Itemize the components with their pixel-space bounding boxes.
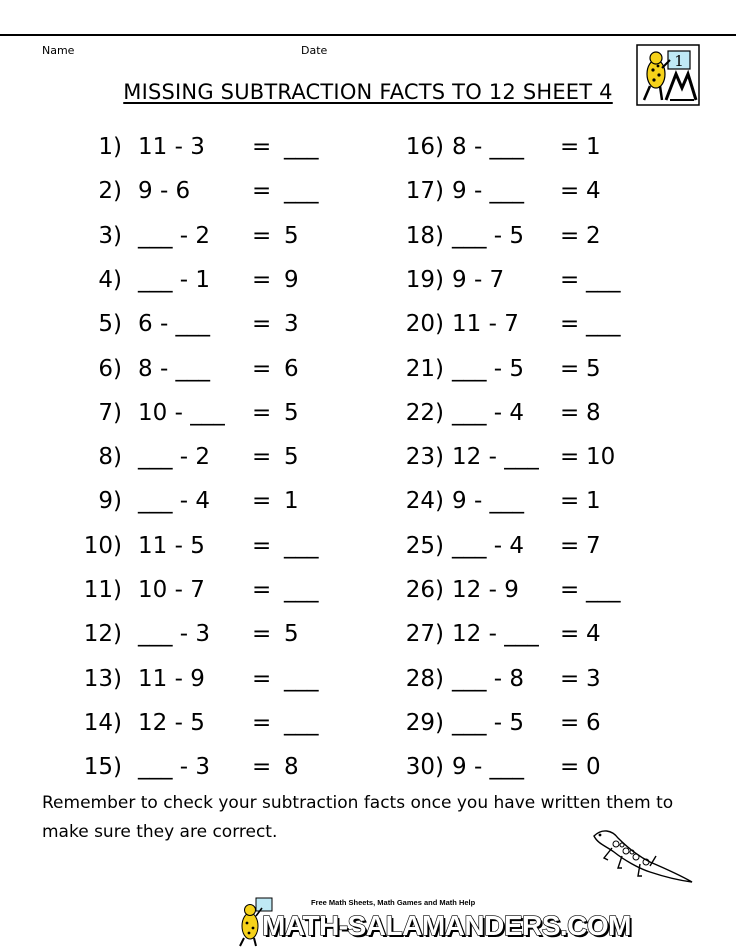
problem-result: ___: [284, 665, 319, 692]
problem-result: 5: [586, 355, 601, 382]
problem-result: 1: [586, 488, 601, 515]
problem-row: [0, 481, 736, 521]
problem-expression: 8 - ___: [452, 134, 525, 160]
problem-equals: =: [252, 178, 272, 205]
problem-expression: ___ - 5: [452, 355, 525, 382]
problem-expression: 9 - ___: [452, 754, 525, 781]
problem-number: 30): [405, 754, 444, 781]
problem-expression: ___ - 1: [138, 266, 211, 293]
problem-number: 10): [83, 532, 122, 559]
problem-equals: =: [560, 311, 580, 338]
problem-expression: 11 - 3: [138, 134, 205, 160]
problem-number: 27): [405, 621, 444, 648]
problem-result: 3: [284, 311, 299, 338]
problem-number: 9): [98, 488, 122, 515]
problem-row: [0, 614, 736, 654]
problem-number: 7): [98, 399, 122, 426]
problem-number: 20): [405, 311, 444, 338]
problem-row: [0, 171, 736, 211]
problem-result: 1: [284, 488, 299, 515]
problem-result: 0: [586, 754, 601, 781]
problem-row: [0, 127, 736, 167]
problem-expression: 12 - ___: [452, 621, 539, 648]
problem-result: ___: [284, 577, 319, 603]
problem-equals: =: [560, 488, 580, 515]
problem-equals: =: [560, 178, 580, 205]
problem-row: [0, 570, 736, 610]
problem-row: [0, 349, 736, 389]
problem-equals: =: [252, 355, 272, 382]
problem-equals: =: [252, 621, 272, 648]
problem-equals: =: [252, 532, 272, 559]
footer-tagline: Free Math Sheets, Math Games and Math Help: [311, 898, 476, 907]
logo-digit: 1: [674, 52, 684, 70]
problem-result: 4: [586, 178, 601, 205]
problem-expression: 11 - 9: [138, 665, 205, 692]
problem-equals: =: [252, 311, 272, 338]
problem-number: 17): [405, 178, 444, 205]
problem-result: ___: [586, 311, 621, 338]
problem-number: 13): [83, 665, 122, 692]
problem-expression: 9 - ___: [452, 488, 525, 515]
problem-result: 10: [586, 444, 616, 471]
problem-row: [0, 703, 736, 743]
problem-expression: ___ - 4: [452, 532, 525, 559]
instruction-note: Remember to check your subtraction facts once you have written them to make sure they are correct.: [42, 793, 674, 842]
problem-equals: =: [560, 399, 580, 426]
problem-expression: 10 - 7: [138, 577, 205, 603]
problem-equals: =: [252, 709, 272, 736]
problem-expression: 12 - 9: [452, 577, 519, 603]
problem-expression: 9 - 7: [452, 266, 505, 293]
problem-result: ___: [586, 577, 621, 603]
problem-equals: =: [252, 444, 272, 471]
problem-result: 8: [284, 754, 299, 781]
problem-equals: =: [252, 754, 272, 781]
problem-result: 3: [586, 665, 601, 692]
problem-expression: 11 - 7: [452, 311, 519, 338]
problem-equals: =: [560, 444, 580, 471]
problem-number: 21): [405, 355, 444, 382]
problem-row: [0, 216, 736, 256]
problem-expression: ___ - 3: [138, 621, 211, 648]
problem-equals: =: [252, 399, 272, 426]
problem-expression: 9 - ___: [452, 178, 525, 205]
problem-expression: 6 - ___: [138, 311, 211, 338]
problem-equals: =: [560, 709, 580, 736]
problem-equals: =: [252, 577, 272, 603]
problem-number: 15): [83, 754, 122, 781]
problem-result: 5: [284, 621, 299, 648]
problem-expression: 12 - 5: [138, 709, 205, 736]
problem-equals: =: [560, 665, 580, 692]
problem-number: 24): [405, 488, 444, 515]
problem-number: 8): [98, 444, 122, 471]
problem-expression: 10 - ___: [138, 399, 225, 426]
problem-number: 16): [405, 134, 444, 160]
problem-number: 29): [405, 709, 444, 736]
name-label: Name: [42, 44, 75, 57]
problem-number: 12): [83, 621, 122, 648]
problem-number: 11): [83, 577, 122, 603]
problem-equals: =: [560, 355, 580, 382]
problem-expression: ___ - 3: [138, 754, 211, 781]
problem-equals: =: [252, 665, 272, 692]
date-label: Date: [301, 44, 328, 57]
problem-equals: =: [252, 266, 272, 293]
problem-result: 6: [284, 355, 299, 382]
problem-number: 3): [98, 222, 122, 249]
problem-number: 23): [405, 444, 444, 471]
problem-result: ___: [284, 709, 319, 736]
salamander-illustration: [588, 826, 698, 888]
problem-row: [0, 304, 736, 344]
problem-row: [0, 260, 736, 300]
problem-number: 6): [98, 355, 122, 382]
problem-expression: ___ - 2: [138, 222, 211, 249]
problem-equals: =: [252, 222, 272, 249]
problem-result: ___: [284, 134, 319, 160]
problem-expression: 8 - ___: [138, 355, 211, 382]
problem-result: 5: [284, 444, 299, 471]
problem-row: [0, 437, 736, 477]
problem-equals: =: [560, 621, 580, 648]
problem-row: [0, 747, 736, 787]
problem-expression: 11 - 5: [138, 532, 205, 559]
problem-number: 1): [98, 134, 122, 160]
problem-equals: =: [560, 754, 580, 781]
problem-equals: =: [252, 134, 272, 160]
problem-equals: =: [560, 577, 580, 603]
problem-result: 6: [586, 709, 601, 736]
problem-number: 28): [405, 665, 444, 692]
problem-equals: =: [560, 532, 580, 559]
problem-expression: ___ - 4: [452, 399, 525, 426]
problem-result: 8: [586, 399, 601, 426]
problem-result: 9: [284, 266, 299, 293]
problem-expression: ___ - 8: [452, 665, 525, 692]
problem-result: 4: [586, 621, 601, 648]
problem-row: [0, 659, 736, 699]
problem-number: 22): [405, 399, 444, 426]
problem-result: 2: [586, 222, 601, 249]
problem-number: 2): [98, 178, 122, 205]
problem-result: 5: [284, 399, 299, 426]
problem-result: ___: [284, 178, 319, 205]
problem-result: 5: [284, 222, 299, 249]
problem-result: ___: [284, 532, 319, 559]
problem-result: ___: [586, 266, 621, 293]
problem-equals: =: [560, 134, 580, 160]
problem-row: [0, 526, 736, 566]
problem-result: 7: [586, 532, 601, 559]
salamander-logo-badge: [636, 44, 700, 106]
problem-expression: 12 - ___: [452, 444, 539, 471]
problem-number: 25): [405, 532, 444, 559]
problem-result: 1: [586, 134, 601, 160]
problem-expression: ___ - 5: [452, 709, 525, 736]
problem-number: 18): [405, 222, 444, 249]
problem-number: 26): [405, 577, 444, 603]
problem-row: [0, 393, 736, 433]
footer-brand-name: MATH-SALAMANDERS.COM: [262, 910, 631, 941]
problem-expression: 9 - 6: [138, 178, 191, 205]
problem-number: 4): [98, 266, 122, 293]
problem-equals: =: [560, 266, 580, 293]
problem-equals: =: [560, 222, 580, 249]
problem-expression: ___ - 4: [138, 488, 211, 515]
problem-number: 19): [405, 266, 444, 293]
top-rule: [0, 34, 736, 36]
worksheet-title: MISSING SUBTRACTION FACTS TO 12 SHEET 4: [123, 80, 613, 104]
problem-equals: =: [252, 488, 272, 515]
problem-number: 14): [83, 709, 122, 736]
problem-expression: ___ - 5: [452, 222, 525, 249]
problem-expression: ___ - 2: [138, 444, 211, 471]
problem-number: 5): [98, 311, 122, 338]
